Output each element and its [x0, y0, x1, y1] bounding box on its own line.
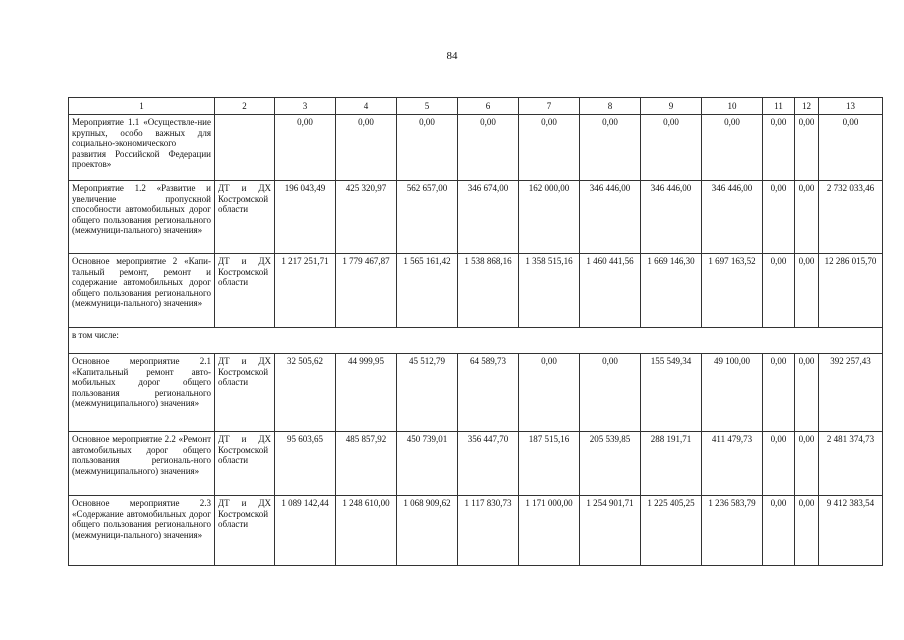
value-cell: 1 248 610,00: [336, 496, 397, 566]
table-row: [69, 328, 883, 354]
value-cell: 0,00: [795, 254, 819, 328]
value-cell: 346 446,00: [580, 181, 641, 254]
value-cell: 0,00: [763, 496, 795, 566]
value-cell: 0,00: [795, 181, 819, 254]
header-row: [69, 98, 883, 115]
col-header-1: 1: [69, 98, 215, 115]
value-cell: 1 117 830,73: [458, 496, 519, 566]
col-header-6: 6: [458, 98, 519, 115]
col-header-8: 8: [580, 98, 641, 115]
value-cell: 0,00: [763, 432, 795, 496]
value-cell: 155 549,34: [641, 354, 702, 432]
value-cell: 0,00: [795, 496, 819, 566]
value-cell: 0,00: [763, 254, 795, 328]
value-cell: 0,00: [795, 354, 819, 432]
col-header-13: 13: [819, 98, 883, 115]
budget-table: [68, 97, 883, 566]
value-cell: 0,00: [763, 115, 795, 181]
value-cell: 1 217 251,71: [275, 254, 336, 328]
activity-name: Мероприятие 1.1 «Осуществле-ние крупных, особо важных для социально-экономического развития Российской Федерации проектов»: [69, 115, 215, 181]
value-cell: 0,00: [795, 115, 819, 181]
value-cell: 64 589,73: [458, 354, 519, 432]
value-cell: 0,00: [336, 115, 397, 181]
value-cell: 45 512,79: [397, 354, 458, 432]
value-cell: 346 446,00: [641, 181, 702, 254]
table-row: [69, 496, 883, 566]
col-header-7: 7: [519, 98, 580, 115]
col-header-10: 10: [702, 98, 763, 115]
executor-cell: ДТ и ДХ Костромской области: [215, 181, 275, 254]
value-cell: 0,00: [763, 354, 795, 432]
table-row: [69, 432, 883, 496]
executor-cell: ДТ и ДХ Костромской области: [215, 354, 275, 432]
total-cell: 12 286 015,70: [819, 254, 883, 328]
value-cell: 0,00: [702, 115, 763, 181]
value-cell: 0,00: [763, 181, 795, 254]
total-cell: 392 257,43: [819, 354, 883, 432]
value-cell: 1 068 909,62: [397, 496, 458, 566]
value-cell: 346 674,00: [458, 181, 519, 254]
col-header-9: 9: [641, 98, 702, 115]
value-cell: 0,00: [795, 432, 819, 496]
value-cell: 32 505,62: [275, 354, 336, 432]
executor-cell: ДТ и ДХ Костромской области: [215, 432, 275, 496]
table-row: [69, 254, 883, 328]
value-cell: 1 669 146,30: [641, 254, 702, 328]
table-row: [69, 115, 883, 181]
executor-cell: ДТ и ДХ Костромской области: [215, 254, 275, 328]
value-cell: 0,00: [275, 115, 336, 181]
executor-cell: [215, 115, 275, 181]
value-cell: 49 100,00: [702, 354, 763, 432]
activity-name: Мероприятие 1.2 «Развитие и увеличение пропускной способности автомобильных дорог общего пользования регионального (межмуници-пального) значения»: [69, 181, 215, 254]
table-row: [69, 181, 883, 254]
total-cell: 0,00: [819, 115, 883, 181]
value-cell: 1 565 161,42: [397, 254, 458, 328]
value-cell: 288 191,71: [641, 432, 702, 496]
section-subheading: в том числе:: [69, 328, 883, 354]
value-cell: 187 515,16: [519, 432, 580, 496]
col-header-5: 5: [397, 98, 458, 115]
value-cell: 1 460 441,56: [580, 254, 641, 328]
value-cell: 0,00: [397, 115, 458, 181]
value-cell: 1 236 583,79: [702, 496, 763, 566]
value-cell: 1 254 901,71: [580, 496, 641, 566]
value-cell: 356 447,70: [458, 432, 519, 496]
value-cell: 0,00: [641, 115, 702, 181]
value-cell: 1 225 405,25: [641, 496, 702, 566]
value-cell: 1 089 142,44: [275, 496, 336, 566]
activity-name: Основное мероприятие 2.3 «Содержание автомобильных дорог общего пользования регионального (межмуници-пального) значения»: [69, 496, 215, 566]
value-cell: 0,00: [580, 354, 641, 432]
value-cell: 0,00: [519, 115, 580, 181]
activity-name: Основное мероприятие 2.2 «Ремонт автомобильных дорог общего пользования региональ-ного (межмуниципального) значения»: [69, 432, 215, 496]
value-cell: 162 000,00: [519, 181, 580, 254]
value-cell: 1 538 868,16: [458, 254, 519, 328]
col-header-12: 12: [795, 98, 819, 115]
col-header-11: 11: [763, 98, 795, 115]
value-cell: 44 999,95: [336, 354, 397, 432]
value-cell: 196 043,49: [275, 181, 336, 254]
col-header-3: 3: [275, 98, 336, 115]
activity-name: Основное мероприятие 2 «Капи-тальный ремонт, ремонт и содержание автомобильных дорог общего пользования регионального (межмуници-пального) значения»: [69, 254, 215, 328]
value-cell: 1 171 000,00: [519, 496, 580, 566]
value-cell: 411 479,73: [702, 432, 763, 496]
value-cell: 1 697 163,52: [702, 254, 763, 328]
value-cell: 425 320,97: [336, 181, 397, 254]
value-cell: 1 358 515,16: [519, 254, 580, 328]
total-cell: 9 412 383,54: [819, 496, 883, 566]
total-cell: 2 732 033,46: [819, 181, 883, 254]
value-cell: 346 446,00: [702, 181, 763, 254]
value-cell: 562 657,00: [397, 181, 458, 254]
value-cell: 95 603,65: [275, 432, 336, 496]
value-cell: 0,00: [458, 115, 519, 181]
page-number: 84: [446, 50, 458, 62]
col-header-2: 2: [215, 98, 275, 115]
value-cell: 0,00: [519, 354, 580, 432]
value-cell: 0,00: [580, 115, 641, 181]
total-cell: 2 481 374,73: [819, 432, 883, 496]
col-header-4: 4: [336, 98, 397, 115]
activity-name: Основное мероприятие 2.1 «Капитальный ремонт авто-мобильных дорог общего пользования регионального (межмуниципального) значения»: [69, 354, 215, 432]
value-cell: 1 779 467,87: [336, 254, 397, 328]
value-cell: 205 539,85: [580, 432, 641, 496]
value-cell: 485 857,92: [336, 432, 397, 496]
value-cell: 450 739,01: [397, 432, 458, 496]
executor-cell: ДТ и ДХ Костромской области: [215, 496, 275, 566]
table-row: [69, 354, 883, 432]
